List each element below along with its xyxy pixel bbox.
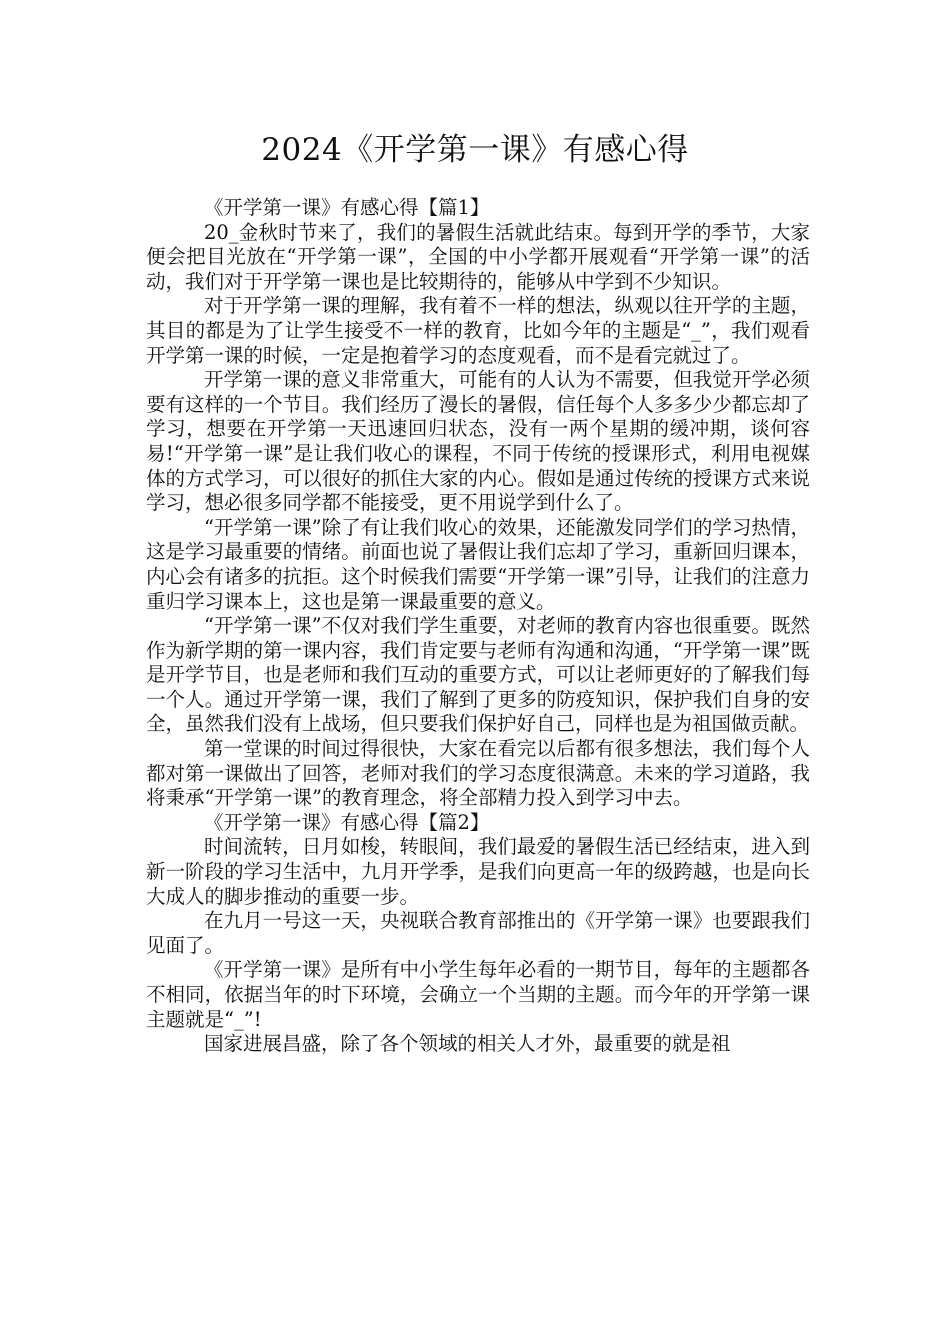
paragraph: 对于开学第一课的理解，我有着不一样的想法，纵观以往开学的主题，其目的都是为了让学生接受不一样的教育，比如今年的主题是“_”，我们观看开学第一课的时候，一定是抱着学习的态度观看，而不是看完就过了。 xyxy=(146,294,810,367)
paragraph: 第一堂课的时间过得很快，大家在看完以后都有很多想法，我们每个人都对第一课做出了回答，老师对我们的学习态度很满意。未来的学习道路，我将秉承“开学第一课”的教育理念，将全部精力投入到学习中去。 xyxy=(146,737,810,810)
paragraph: 20_金秋时节来了，我们的暑假生活就此结束。每到开学的季节，大家便会把目光放在“开学第一课”，全国的中小学都开展观看“开学第一课”的活动，我们对于开学第一课也是比较期待的，能够从中学到不少知识。 xyxy=(146,220,810,293)
paragraph: 开学第一课的意义非常重大，可能有的人认为不需要，但我觉开学必须要有这样的一个节目。我们经历了漫长的暑假，信任每个人多多少少都忘却了学习，想要在开学第一天迅速回归状态，没有一两个星期的缓冲期，谈何容易!“开学第一课”是让我们收心的课程，不同于传统的授课形式，利用电视媒体的方式学习，可以很好的抓住大家的内心。假如是通过传统的授课方式来说学习，想必很多同学都不能接受，更不用说学到什么了。 xyxy=(146,368,810,515)
section-heading-1: 《开学第一课》有感心得【篇1】 xyxy=(204,196,490,219)
document-title: 2024《开学第一课》有感心得 xyxy=(261,132,689,168)
paragraph: 在九月一号这一天，央视联合教育部推出的《开学第一课》也要跟我们见面了。 xyxy=(146,909,810,957)
paragraph: “开学第一课”不仅对我们学生重要，对老师的教育内容也很重要。既然作为新学期的第一课内容，我们肯定要与老师有沟通和沟通，“开学第一课”既是开学节目，也是老师和我们互动的重要方式，可以让老师更好的了解我们每一个人。通过开学第一课，我们了解到了更多的防疫知识，保护我们自身的安全，虽然我们没有上战场，但只要我们保护好自己，同样也是为祖国做贡献。 xyxy=(146,614,810,736)
paragraph: “开学第一课”除了有让我们收心的效果，还能激发同学们的学习热情，这是学习最重要的情绪。前面也说了暑假让我们忘却了学习，重新回归课本，内心会有诸多的抗拒。这个时候我们需要“开学第一课”引导，让我们的注意力重归学习课本上，这也是第一课最重要的意义。 xyxy=(146,515,810,613)
paragraph: 时间流转，日月如梭，转眼间，我们最爱的暑假生活已经结束，进入到新一阶段的学习生活中，九月开学季，是我们向更高一年的级跨越，也是向长大成人的脚步推动的重要一步。 xyxy=(146,835,810,908)
section-heading-2: 《开学第一课》有感心得【篇2】 xyxy=(204,810,490,834)
paragraph: 国家进展昌盛，除了各个领域的相关人才外，最重要的就是祖 xyxy=(204,1032,731,1056)
document-body xyxy=(146,196,810,1057)
paragraph: 《开学第一课》是所有中小学生每年必看的一期节目，每年的主题都各不相同，依据当年的时下环境，会确立一个当期的主题。而今年的开学第一课主题就是“_”! xyxy=(146,958,810,1031)
